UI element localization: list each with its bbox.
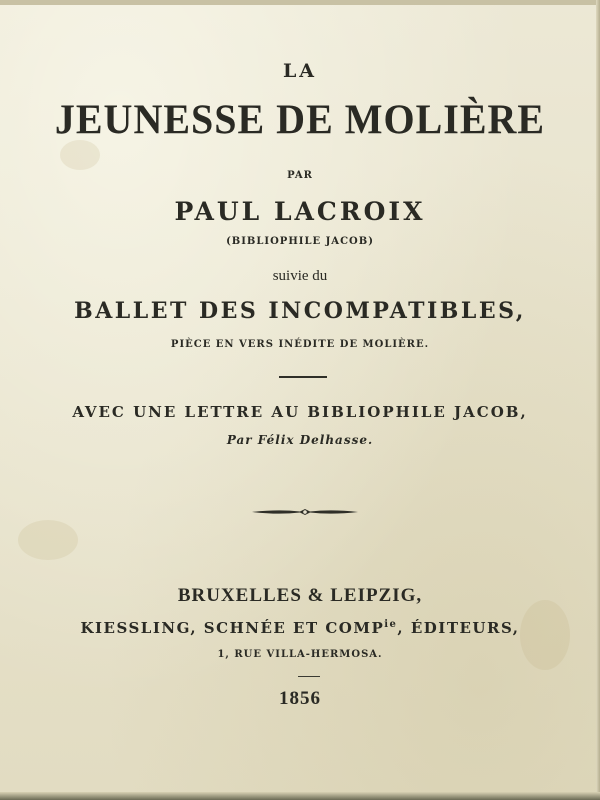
- page-top-edge: [0, 0, 600, 5]
- letter-line: AVEC UNE LETTRE AU BIBLIOPHILE JACOB,: [72, 403, 528, 421]
- followed-by-text: suivie du: [272, 268, 328, 284]
- publishers-line: [0, 619, 600, 637]
- title-article: LA: [282, 60, 318, 82]
- publishers-name: KIESSLING, SCHNÉE ET COMP: [80, 619, 385, 637]
- book-title: JEUNESSE DE MOLIÈRE: [54, 95, 546, 144]
- foxing-stain: [60, 140, 100, 170]
- publication-year: 1856: [279, 688, 321, 709]
- publisher-address: 1, RUE VILLA-HERMOSA.: [217, 649, 383, 660]
- page-bottom-edge: [0, 792, 600, 800]
- publishers-role: , ÉDITEURS,: [397, 619, 520, 637]
- author-pseudonym: (BIBLIOPHILE JACOB): [226, 236, 374, 247]
- ornament-rule-icon: [250, 505, 360, 519]
- by-line: PAR: [287, 170, 313, 181]
- author-name: PAUL LACROIX: [174, 197, 426, 226]
- letter-author: Par Félix Delhasse.: [226, 433, 374, 447]
- publication-cities: BRUXELLES & LEIPZIG,: [177, 585, 423, 606]
- ballet-title: BALLET DES INCOMPATIBLES,: [74, 298, 526, 324]
- year-divider: [298, 676, 320, 677]
- ballet-subtitle: PIÈCE EN VERS INÉDITE DE MOLIÈRE.: [170, 339, 430, 350]
- foxing-stain: [18, 520, 78, 560]
- publishers-superscript: ie: [384, 619, 398, 630]
- section-divider: [279, 376, 327, 378]
